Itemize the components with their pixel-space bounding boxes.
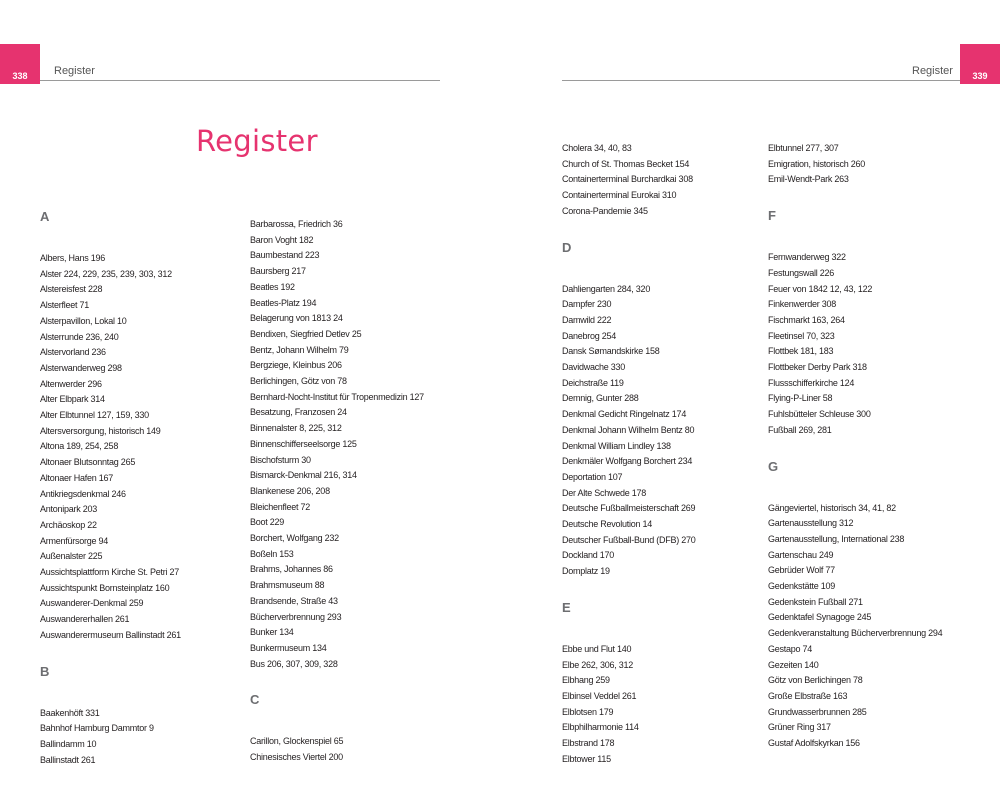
index-entry: Baron Voght 182 — [250, 234, 314, 245]
index-entry: Brandsende, Straße 43 — [250, 595, 338, 606]
index-column-1 — [40, 209, 270, 768]
index-entry: Elbstrand 178 — [562, 738, 615, 749]
index-entry: Church of St. Thomas Becket 154 — [562, 158, 690, 169]
index-entry: Davidwache 330 — [562, 362, 626, 373]
index-entry: Fernwanderweg 322 — [768, 252, 846, 263]
index-entry: Beatles-Platz 194 — [250, 297, 317, 308]
index-entry: Denkmal William Lindley 138 — [562, 440, 671, 451]
index-entry: Demnig, Gunter 288 — [562, 393, 639, 404]
index-entry: Denkmal Gedicht Ringelnatz 174 — [562, 409, 687, 420]
index-entry: Grundwasserbrunnen 285 — [768, 706, 867, 717]
section-letter: C — [250, 692, 260, 708]
index-entry: Gängeviertel, historisch 34, 41, 82 — [768, 502, 896, 513]
index-entry: Auswanderer-Denkmal 259 — [40, 598, 144, 609]
page-number-right: 339 — [972, 71, 988, 81]
index-entry: Bus 206, 307, 309, 328 — [250, 658, 338, 669]
index-entry: Bismarck-Denkmal 216, 314 — [250, 470, 357, 481]
index-entry: Bleichenfleet 72 — [250, 501, 311, 512]
index-section — [768, 459, 998, 752]
index-entry: Altona 189, 254, 258 — [40, 441, 119, 452]
header-rule-left — [40, 80, 440, 81]
index-entry: Dampfer 230 — [562, 299, 612, 310]
index-entry: Flottbeker Derby Park 318 — [768, 362, 867, 373]
index-entry: Berlichingen, Götz von 78 — [250, 376, 347, 387]
index-entry: Beatles 192 — [250, 281, 295, 292]
index-entry: Corona-Pandemie 345 — [562, 205, 648, 216]
index-entry: Deutsche Revolution 14 — [562, 519, 653, 530]
index-section — [40, 664, 270, 769]
index-entry: Aussichtspunkt Bornsteinplatz 160 — [40, 582, 170, 593]
index-entry: Gartenausstellung, International 238 — [768, 533, 905, 544]
index-section — [768, 208, 998, 438]
index-section — [562, 600, 792, 768]
index-entry: Binnenalster 8, 225, 312 — [250, 423, 342, 434]
index-entry: Bücherverbrennung 293 — [250, 611, 342, 622]
index-entry: Belagerung von 1813 24 — [250, 313, 343, 324]
index-entry: Boot 229 — [250, 517, 285, 528]
index-entry: Elbtower 115 — [562, 753, 611, 764]
index-entry: Feuer von 1842 12, 43, 122 — [768, 283, 873, 294]
index-entry: Elbhang 259 — [562, 675, 610, 686]
index-entry: Domplatz 19 — [562, 566, 610, 577]
index-entry: Festungswall 226 — [768, 267, 835, 278]
index-entry: Baursberg 217 — [250, 266, 306, 277]
index-entry: Altonaer Blutsonntag 265 — [40, 457, 136, 468]
index-entry: Auswanderermuseum Ballinstadt 261 — [40, 629, 181, 640]
index-entry: Flussschifferkirche 124 — [768, 377, 855, 388]
running-head-right: Register — [912, 65, 953, 77]
index-entry: Fuhlsbütteler Schleuse 300 — [768, 409, 871, 420]
index-entry: Gedenkstätte 109 — [768, 581, 836, 592]
index-entry: Barbarossa, Friedrich 36 — [250, 219, 343, 229]
section-letter: B — [40, 663, 50, 679]
section-letter: G — [768, 458, 778, 474]
index-entry: Antikriegsdenkmal 246 — [40, 488, 126, 499]
index-entry: Baakenhöft 331 — [40, 707, 100, 718]
section-letter: A — [40, 209, 50, 224]
section-letter: D — [562, 239, 572, 255]
index-entry: Flying-P-Liner 58 — [768, 393, 833, 404]
index-entry: Gedenktafel Synagoge 245 — [768, 612, 872, 623]
index-entry: Bentz, Johann Wilhelm 79 — [250, 344, 349, 355]
index-entry: Deutscher Fußball-Bund (DFB) 270 — [562, 534, 696, 545]
index-section — [250, 692, 480, 765]
index-entry: Borchert, Wolfgang 232 — [250, 533, 339, 544]
index-entry: Elbinsel Veddel 261 — [562, 690, 637, 701]
index-entry: Elbtunnel 277, 307 — [768, 143, 839, 153]
section-letter: E — [562, 599, 571, 615]
index-entry: Damwild 222 — [562, 314, 612, 325]
index-entry: Armenfürsorge 94 — [40, 535, 109, 546]
index-entry: Gartenausstellung 312 — [768, 518, 854, 529]
index-entry: Alter Elbpark 314 — [40, 394, 105, 405]
index-entry: Alstervorland 236 — [40, 347, 106, 358]
index-entry: Emigration, historisch 260 — [768, 158, 866, 169]
index-column-4 — [768, 141, 998, 752]
index-entry: Binnenschifferseelsorge 125 — [250, 438, 357, 449]
index-entry: Alter Elbtunnel 127, 159, 330 — [40, 410, 149, 421]
index-entry: Ballindamm 10 — [40, 738, 97, 749]
index-entry: Alsterfleet 71 — [40, 300, 90, 311]
index-entry: Flottbek 181, 183 — [768, 346, 834, 357]
header-rule-right — [562, 80, 960, 81]
index-entry: Containerterminal Burchardkai 308 — [562, 174, 693, 185]
index-entry: Danebrog 254 — [562, 330, 617, 341]
index-entry: Elbphilharmonie 114 — [562, 722, 639, 733]
index-entry: Altenwerder 296 — [40, 378, 102, 389]
index-entry: Denkmäler Wolfgang Borchert 234 — [562, 456, 693, 467]
running-head-left: Register — [54, 65, 95, 77]
page-number-tab-left — [0, 44, 40, 84]
index-entry: Gedenkstein Fußball 271 — [768, 596, 863, 607]
index-entry: Bahnhof Hamburg Dammtor 9 — [40, 723, 154, 734]
page-number-tab-right — [960, 44, 1000, 84]
index-entry: Deutsche Fußballmeisterschaft 269 — [562, 503, 696, 514]
index-entry: Alstereisfest 228 — [40, 284, 103, 295]
index-column-2 — [250, 217, 480, 766]
index-entry: Gezeiten 140 — [768, 659, 819, 670]
index-section — [40, 209, 270, 644]
index-entry: Alsterrunde 236, 240 — [40, 331, 119, 342]
index-entry: Aussichtsplattform Kirche St. Petri 27 — [40, 567, 180, 578]
index-entry: Chinesisches Viertel 200 — [250, 752, 343, 763]
index-entry: Deportation 107 — [562, 471, 623, 482]
index-entry: Elblotsen 179 — [562, 706, 614, 717]
index-entry: Altonaer Hafen 167 — [40, 472, 114, 483]
index-entry: Emil-Wendt-Park 263 — [768, 174, 849, 185]
page-number-left: 338 — [12, 71, 28, 81]
index-entry: Archäoskop 22 — [40, 519, 97, 530]
index-column-3 — [562, 141, 792, 768]
index-entry: Brahmsmuseum 88 — [250, 580, 325, 591]
index-entry: Alster 224, 229, 235, 239, 303, 312 — [40, 268, 172, 279]
index-entry: Fußball 269, 281 — [768, 424, 832, 435]
index-section — [562, 240, 792, 580]
index-entry: Ballinstadt 261 — [40, 754, 96, 765]
index-entry: Boßeln 153 — [250, 548, 294, 559]
index-entry: Antonipark 203 — [40, 504, 98, 515]
index-entry: Bendixen, Siegfried Detlev 25 — [250, 328, 362, 339]
index-entry: Gedenkveranstaltung Bücherverbrennung 294 — [768, 628, 943, 639]
index-entry: Deichstraße 119 — [562, 377, 624, 388]
index-entry: Alsterwanderweg 298 — [40, 362, 122, 373]
index-entry: Finkenwerder 308 — [768, 299, 837, 310]
index-entry: Dahliengarten 284, 320 — [562, 283, 651, 294]
index-entry: Grüner Ring 317 — [768, 722, 831, 733]
index-entry: Ebbe und Flut 140 — [562, 643, 632, 654]
index-entry: Bergziege, Kleinbus 206 — [250, 360, 342, 371]
index-entry: Alsterpavillon, Lokal 10 — [40, 315, 127, 326]
index-entry: Elbe 262, 306, 312 — [562, 659, 634, 670]
index-entry: Besatzung, Franzosen 24 — [250, 407, 347, 418]
index-entry: Bunkermuseum 134 — [250, 642, 327, 653]
index-entry: Denkmal Johann Wilhelm Bentz 80 — [562, 424, 695, 435]
index-entry: Blankenese 206, 208 — [250, 485, 330, 496]
index-entry: Der Alte Schwede 178 — [562, 487, 647, 498]
index-entry: Altersversorgung, historisch 149 — [40, 425, 161, 436]
index-entry: Gustaf Adolfskyrkan 156 — [768, 738, 860, 749]
index-entry: Gartenschau 249 — [768, 549, 834, 560]
index-entry: Außenalster 225 — [40, 551, 103, 562]
index-entry: Fischmarkt 163, 264 — [768, 314, 845, 325]
index-entry: Fleetinsel 70, 323 — [768, 330, 835, 341]
index-entry: Auswandererhallen 261 — [40, 614, 130, 625]
index-entry: Bernhard-Nocht-Institut für Tropenmedizin 127 — [250, 391, 424, 402]
page-title: Register — [196, 124, 318, 158]
index-entry: Große Elbstraße 163 — [768, 690, 848, 701]
section-letter: F — [768, 208, 776, 224]
index-entry: Bunker 134 — [250, 627, 294, 638]
index-entry: Götz von Berlichingen 78 — [768, 675, 863, 686]
index-entry: Dockland 170 — [562, 550, 615, 561]
index-entry: Albers, Hans 196 — [40, 253, 106, 263]
index-entry: Carillon, Glockenspiel 65 — [250, 736, 344, 747]
index-entry: Gestapo 74 — [768, 643, 813, 654]
index-entry: Dansk Sømandskirke 158 — [562, 346, 660, 357]
index-entry: Containerterminal Eurokai 310 — [562, 190, 677, 201]
index-entry: Brahms, Johannes 86 — [250, 564, 333, 575]
index-entry: Bischofsturm 30 — [250, 454, 311, 465]
index-entry: Cholera 34, 40, 83 — [562, 143, 632, 153]
index-entry: Gebrüder Wolf 77 — [768, 565, 835, 576]
index-entry: Baumbestand 223 — [250, 250, 320, 261]
